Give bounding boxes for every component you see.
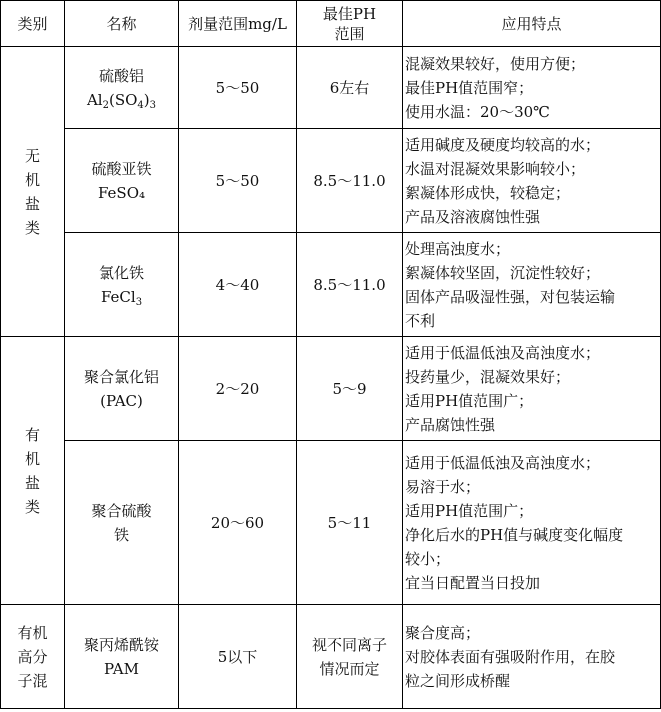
ph-cell: 5～9 <box>297 337 403 441</box>
category-line: 有机 <box>17 623 48 642</box>
name-cell <box>65 47 179 129</box>
category-organic-polymer <box>1 605 65 709</box>
feature-line: 净化后水的PH值与碱度变化幅度 <box>405 525 624 544</box>
table-row <box>1 441 661 605</box>
ph-line: 情况而定 <box>319 659 380 678</box>
dose-cell: 20～60 <box>179 441 297 605</box>
header-ph-line2: 范围 <box>334 24 365 43</box>
table-row <box>1 605 661 709</box>
header-ph-line1: 最佳PH <box>322 4 377 23</box>
category-char: 机 <box>24 170 40 189</box>
ph-cell: 8.5～11.0 <box>297 233 403 337</box>
name-formula <box>65 88 178 112</box>
category-char: 机 <box>24 449 40 468</box>
header-dose: 剂量范围mg/L <box>179 1 297 47</box>
feature-line: 粒之间形成桥醒 <box>405 671 511 690</box>
header-name: 名称 <box>65 1 179 47</box>
features-cell <box>403 233 661 337</box>
category-line: 子混 <box>17 671 48 690</box>
name-cn: 聚合硫酸 <box>91 501 152 520</box>
feature-line: 适用PH值范围广； <box>405 391 534 410</box>
feature-line: 混凝效果较好，使用方便； <box>405 54 586 73</box>
formula-part: FeCl <box>100 287 136 306</box>
formula-sub: 2 <box>102 99 109 111</box>
name-formula: (PAC) <box>100 391 143 410</box>
feature-line: 易溶于水； <box>405 477 481 496</box>
table-row <box>1 129 661 233</box>
name-cn: 氯化铁 <box>98 263 144 282</box>
name-formula: FeSO₄ <box>97 183 146 202</box>
formula-part: Al <box>86 90 103 109</box>
header-ph <box>297 1 403 47</box>
features-cell <box>403 441 661 605</box>
formula-sub: 3 <box>149 99 157 111</box>
category-char: 无 <box>24 146 40 165</box>
dose-cell: 2～20 <box>179 337 297 441</box>
feature-line: 产品腐蚀性强 <box>405 415 496 434</box>
header-category: 类别 <box>1 1 65 47</box>
feature-line: 不利 <box>405 311 436 330</box>
feature-line: 最佳PH值范围窄； <box>405 78 534 97</box>
name-cell <box>65 337 179 441</box>
feature-line: 处理高浊度水； <box>405 239 511 258</box>
feature-line: 聚合度高； <box>405 623 481 642</box>
feature-line: 适用于低温低浊及高浊度水； <box>405 343 601 362</box>
dose-cell: 4～40 <box>179 233 297 337</box>
feature-line: 投药量少，混凝效果好； <box>405 367 571 386</box>
header-features: 应用特点 <box>403 1 661 47</box>
category-char: 有 <box>24 425 40 444</box>
name-cn: 硫酸铝 <box>98 66 144 85</box>
table-row <box>1 337 661 441</box>
ph-cell <box>297 605 403 709</box>
ph-cell: 5～11 <box>297 441 403 605</box>
features-cell <box>403 605 661 709</box>
name-cell <box>65 129 179 233</box>
category-char: 类 <box>24 218 40 237</box>
feature-line: 宜当日配置当日投加 <box>405 573 541 592</box>
header-row <box>1 1 661 47</box>
category-inorganic-salt <box>1 47 65 337</box>
features-cell <box>403 337 661 441</box>
name-cell <box>65 605 179 709</box>
feature-line: 固体产品吸湿性强，对包装运输 <box>405 287 616 306</box>
category-char: 盐 <box>24 473 40 492</box>
ph-cell: 6左右 <box>297 47 403 129</box>
feature-line: 水温对混凝效果影响较小； <box>405 159 586 178</box>
category-organic-salt <box>1 337 65 605</box>
formula-part: ) <box>143 90 150 109</box>
formula-sub: 4 <box>137 99 144 111</box>
table-row <box>1 47 661 129</box>
feature-line: 较小； <box>405 549 451 568</box>
dose-cell: 5～50 <box>179 129 297 233</box>
feature-line: 适用于低温低浊及高浊度水； <box>405 453 601 472</box>
ph-line: 视不同离子 <box>311 635 387 654</box>
features-cell <box>403 47 661 129</box>
feature-line: 絮凝体较坚固，沉淀性较好； <box>405 263 601 282</box>
feature-line: 絮凝体形成快，较稳定； <box>405 183 571 202</box>
name-formula: PAM <box>104 659 139 678</box>
feature-line: 使用水温：20～30℃ <box>405 102 550 121</box>
features-cell <box>403 129 661 233</box>
table-row <box>1 233 661 337</box>
feature-line: 适用PH值范围广； <box>405 501 534 520</box>
dose-cell: 5～50 <box>179 47 297 129</box>
name-cn: 硫酸亚铁 <box>91 159 152 178</box>
ph-cell: 8.5～11.0 <box>297 129 403 233</box>
feature-line: 产品及溶液腐蚀性强 <box>405 207 541 226</box>
name-formula <box>65 285 178 309</box>
formula-part: (SO <box>108 90 138 109</box>
category-char: 盐 <box>24 194 40 213</box>
feature-line: 适用碱度及硬度均较高的水； <box>405 135 601 154</box>
category-line: 高分 <box>17 647 48 666</box>
name-cn: 聚合氯化铝 <box>83 367 159 386</box>
feature-line: 对胶体表面有强吸附作用，在胶 <box>405 647 616 666</box>
name-cn-2: 铁 <box>113 525 129 544</box>
name-cell <box>65 441 179 605</box>
name-cn: 聚丙烯酰铵 <box>83 635 159 654</box>
formula-sub: 3 <box>135 296 143 308</box>
name-cell <box>65 233 179 337</box>
dose-cell: 5以下 <box>179 605 297 709</box>
category-char: 类 <box>24 497 40 516</box>
